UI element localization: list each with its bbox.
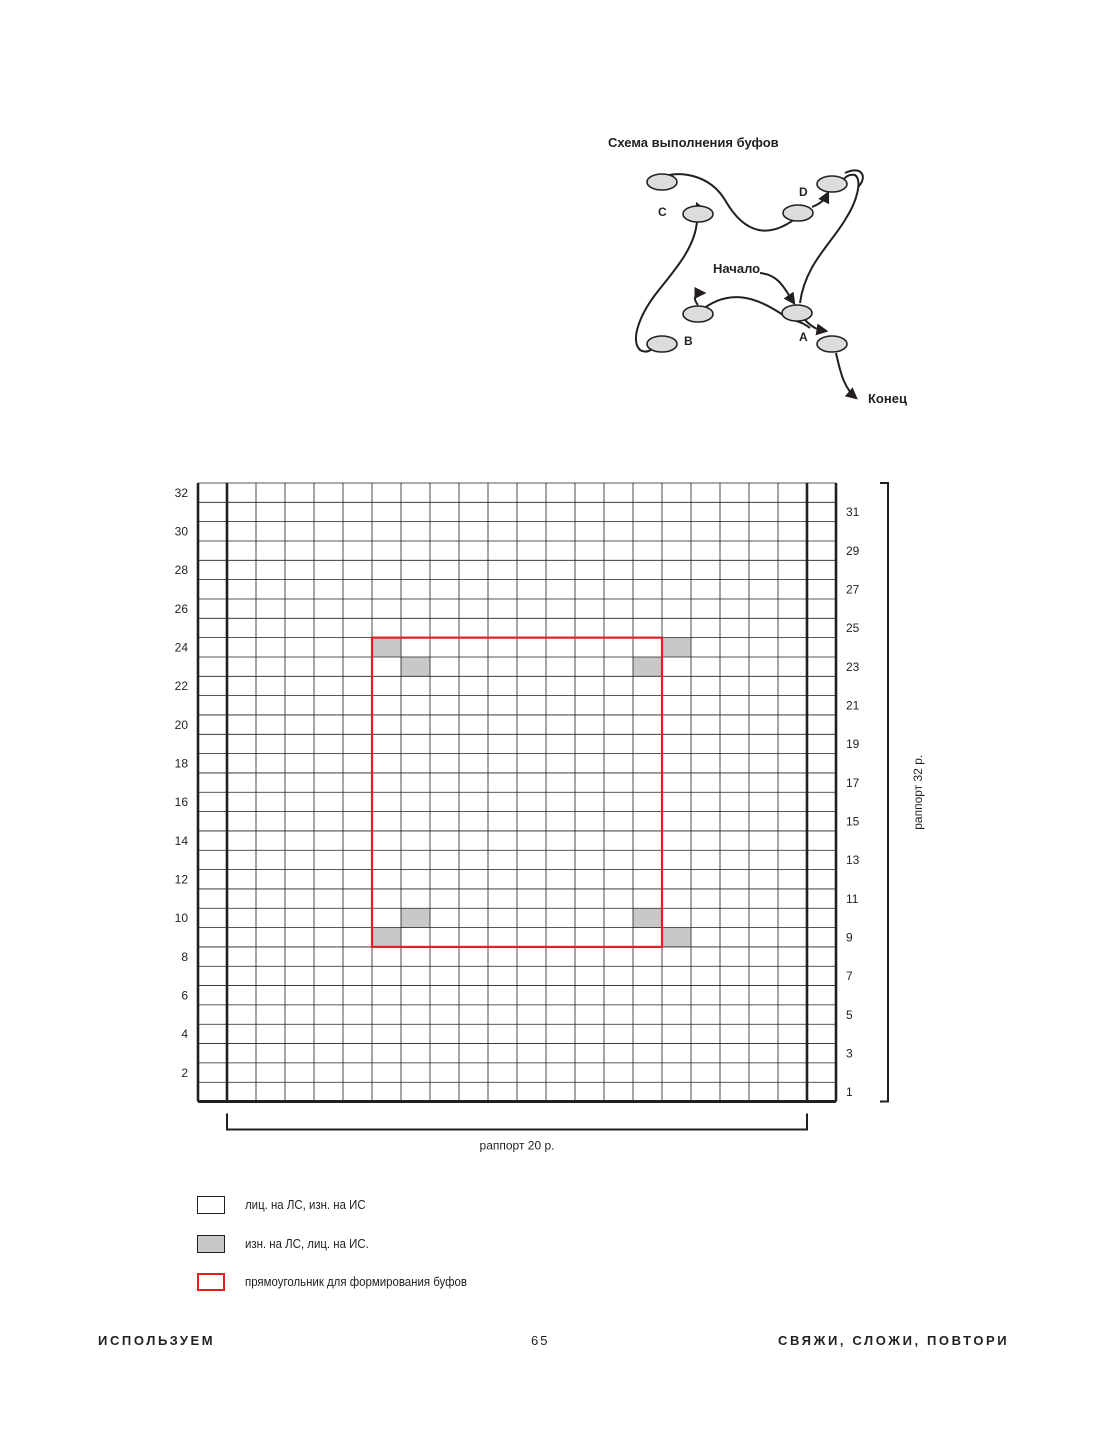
purl-cell: [633, 657, 662, 676]
page-number: 65: [531, 1333, 550, 1348]
purl-cell: [662, 638, 691, 657]
row-label-right: 3: [846, 1046, 853, 1061]
row-label-right: 11: [846, 891, 859, 906]
row-label-left: 16: [174, 795, 188, 810]
knitting-chart: [160, 470, 925, 1170]
horizontal-repeat-label: раппорт 20 р.: [479, 1138, 555, 1153]
legend-swatch-knit: [197, 1196, 225, 1214]
row-label-left: 18: [174, 756, 188, 771]
row-label-right: 23: [846, 659, 860, 674]
row-label-left: 24: [174, 640, 188, 655]
row-label-right: 17: [846, 775, 860, 790]
scheme-stitch-d-lower: [783, 205, 813, 221]
row-label-left: 28: [174, 563, 188, 578]
row-label-left: 6: [181, 988, 188, 1003]
legend-label-rectangle: прямоугольник для формирования буфов: [245, 1274, 467, 1289]
scheme-title: Схема выполнения буфов: [608, 135, 779, 150]
purl-cell: [372, 928, 401, 947]
row-label-left: 30: [174, 524, 188, 539]
row-label-left: 32: [174, 485, 188, 500]
scheme-label-a: A: [799, 330, 808, 344]
row-label-left: 12: [174, 872, 188, 887]
row-label-left: 22: [174, 679, 188, 694]
scheme-label-b: B: [684, 334, 693, 348]
row-label-left: 4: [181, 1027, 188, 1042]
purl-cell: [401, 657, 430, 676]
scheme-stitch-b-upper: [683, 306, 713, 322]
row-label-right: 5: [846, 1007, 853, 1022]
row-label-right: 27: [846, 582, 860, 597]
scheme-label-c: C: [658, 205, 667, 219]
row-label-right: 21: [846, 698, 860, 713]
scheme-stitch-d-upper: [817, 176, 847, 192]
scheme-label-end: Конец: [868, 391, 907, 406]
scheme-stitch-a-lower: [817, 336, 847, 352]
row-label-left: 2: [181, 1065, 188, 1080]
row-label-left: 8: [181, 949, 188, 964]
row-label-right: 31: [846, 505, 860, 520]
row-label-right: 19: [846, 737, 860, 752]
row-label-right: 9: [846, 930, 853, 945]
footer-right: СВЯЖИ, СЛОЖИ, ПОВТОРИ: [778, 1333, 1010, 1348]
scheme-stitch-b-lower: [647, 336, 677, 352]
row-label-right: 7: [846, 969, 853, 984]
footer-left: ИСПОЛЬЗУЕМ: [98, 1333, 216, 1348]
legend-swatch-purl: [197, 1235, 225, 1253]
scheme-stitch-c-lower: [683, 206, 713, 222]
purl-cell: [372, 638, 401, 657]
legend-label-knit: лиц. на ЛС, изн. на ИС: [245, 1197, 366, 1212]
vertical-repeat-bracket: [880, 483, 888, 1102]
purl-cell: [662, 928, 691, 947]
vertical-repeat-label: раппорт 32 р.: [911, 754, 925, 830]
scheme-label-start: Начало: [713, 261, 761, 276]
scheme-stitch-a-upper: [782, 305, 812, 321]
horizontal-repeat-bracket: [227, 1114, 807, 1130]
row-label-right: 1: [846, 1085, 853, 1100]
row-label-right: 25: [846, 621, 860, 636]
scheme-label-d: D: [799, 185, 808, 199]
row-label-left: 20: [174, 717, 188, 732]
legend-label-purl: изн. на ЛС, лиц. на ИС.: [245, 1236, 369, 1251]
row-label-right: 29: [846, 543, 860, 558]
legend-swatch-rectangle: [197, 1273, 225, 1291]
row-label-left: 14: [174, 833, 188, 848]
purl-cell: [401, 908, 430, 927]
row-label-right: 13: [846, 853, 860, 868]
row-label-left: 10: [174, 911, 188, 926]
purl-cell: [633, 908, 662, 927]
scheme-stitch-c-upper: [647, 174, 677, 190]
puff-scheme-diagram: [600, 125, 920, 415]
row-label-right: 15: [846, 814, 860, 829]
row-label-left: 26: [174, 601, 188, 616]
